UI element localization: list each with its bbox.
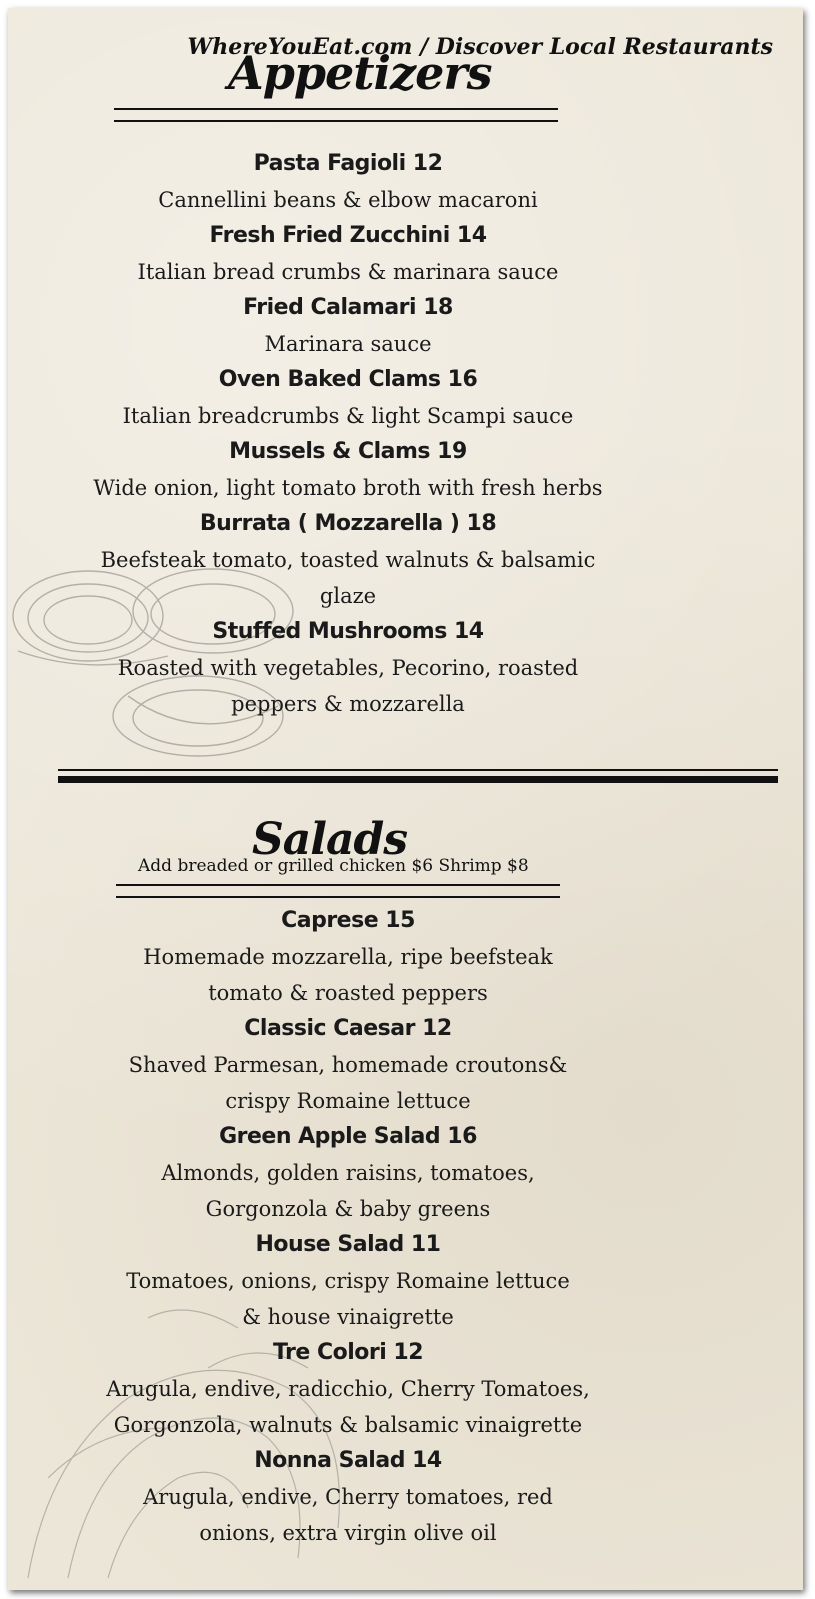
menu-item-description: Marinara sauce [264, 332, 432, 356]
menu-item-name: Green Apple Salad 16 [219, 1124, 477, 1149]
salads-rule-thin [58, 769, 778, 771]
menu-item-name: Tre Colori 12 [272, 1340, 424, 1365]
appetizers-rule-top [114, 108, 558, 110]
menu-item-name: Stuffed Mushrooms 14 [212, 619, 484, 644]
salads-rule-bottom [116, 896, 560, 898]
salads-addon-note: Add breaded or grilled chicken $6 Shrimp $8 [138, 856, 529, 876]
menu-item-description: peppers & mozzarella [231, 692, 465, 716]
menu-item-description: Beefsteak tomato, toasted walnuts & balsamic [100, 548, 596, 572]
menu-item-name: Pasta Fagioli 12 [253, 151, 443, 176]
menu-item-description: Gorgonzola, walnuts & balsamic vinaigrette [113, 1413, 583, 1437]
menu-page [8, 8, 803, 1590]
menu-item-name: Classic Caesar 12 [244, 1016, 452, 1041]
salads-heading: Salads [252, 814, 408, 865]
menu-item-name: Fresh Fried Zucchini 14 [209, 223, 487, 248]
appetizers-list [8, 146, 688, 722]
menu-item-name: Mussels & Clams 19 [229, 439, 467, 464]
menu-item-name: Nonna Salad 14 [254, 1448, 442, 1473]
salads-rule-top [116, 884, 560, 886]
menu-item-name: Caprese 15 [281, 908, 415, 933]
appetizers-heading: Appetizers [228, 46, 492, 100]
menu-item-description: Roasted with vegetables, Pecorino, roasted [117, 656, 579, 680]
menu-item-description: tomato & roasted peppers [208, 981, 488, 1005]
menu-item-description: Homemade mozzarella, ripe beefsteak [143, 945, 553, 969]
watermark-text: WhereYouEat.com / Discover Local Restaurants [187, 34, 773, 60]
menu-item-description: & house vinaigrette [242, 1305, 454, 1329]
menu-item-description: Italian breadcrumbs & light Scampi sauce [122, 404, 574, 428]
menu-item-description: Cannellini beans & elbow macaroni [158, 188, 538, 212]
salads-rule-thick [58, 776, 778, 783]
menu-item-description: Almonds, golden raisins, tomatoes, [161, 1161, 535, 1185]
menu-item-description: glaze [319, 584, 377, 608]
salads-list [8, 903, 688, 1551]
menu-item-description: Gorgonzola & baby greens [205, 1197, 491, 1221]
menu-item-name: Oven Baked Clams 16 [218, 367, 478, 392]
menu-item-description: Shaved Parmesan, homemade croutons& [128, 1053, 568, 1077]
menu-item-description: crispy Romaine lettuce [225, 1089, 471, 1113]
menu-item-name: Fried Calamari 18 [243, 295, 453, 320]
menu-item-description: Tomatoes, onions, crispy Romaine lettuce [126, 1269, 570, 1293]
menu-item-name: Burrata ( Mozzarella ) 18 [199, 511, 497, 536]
menu-item-description: Arugula, endive, radicchio, Cherry Tomatoes, [106, 1377, 590, 1401]
appetizers-rule-bottom [114, 120, 558, 122]
menu-item-description: Italian bread crumbs & marinara sauce [137, 260, 559, 284]
menu-item-description: Arugula, endive, Cherry tomatoes, red [143, 1485, 553, 1509]
menu-item-name: House Salad 11 [255, 1232, 441, 1257]
menu-item-description: onions, extra virgin olive oil [199, 1521, 497, 1545]
menu-item-description: Wide onion, light tomato broth with fresh herbs [93, 476, 603, 500]
